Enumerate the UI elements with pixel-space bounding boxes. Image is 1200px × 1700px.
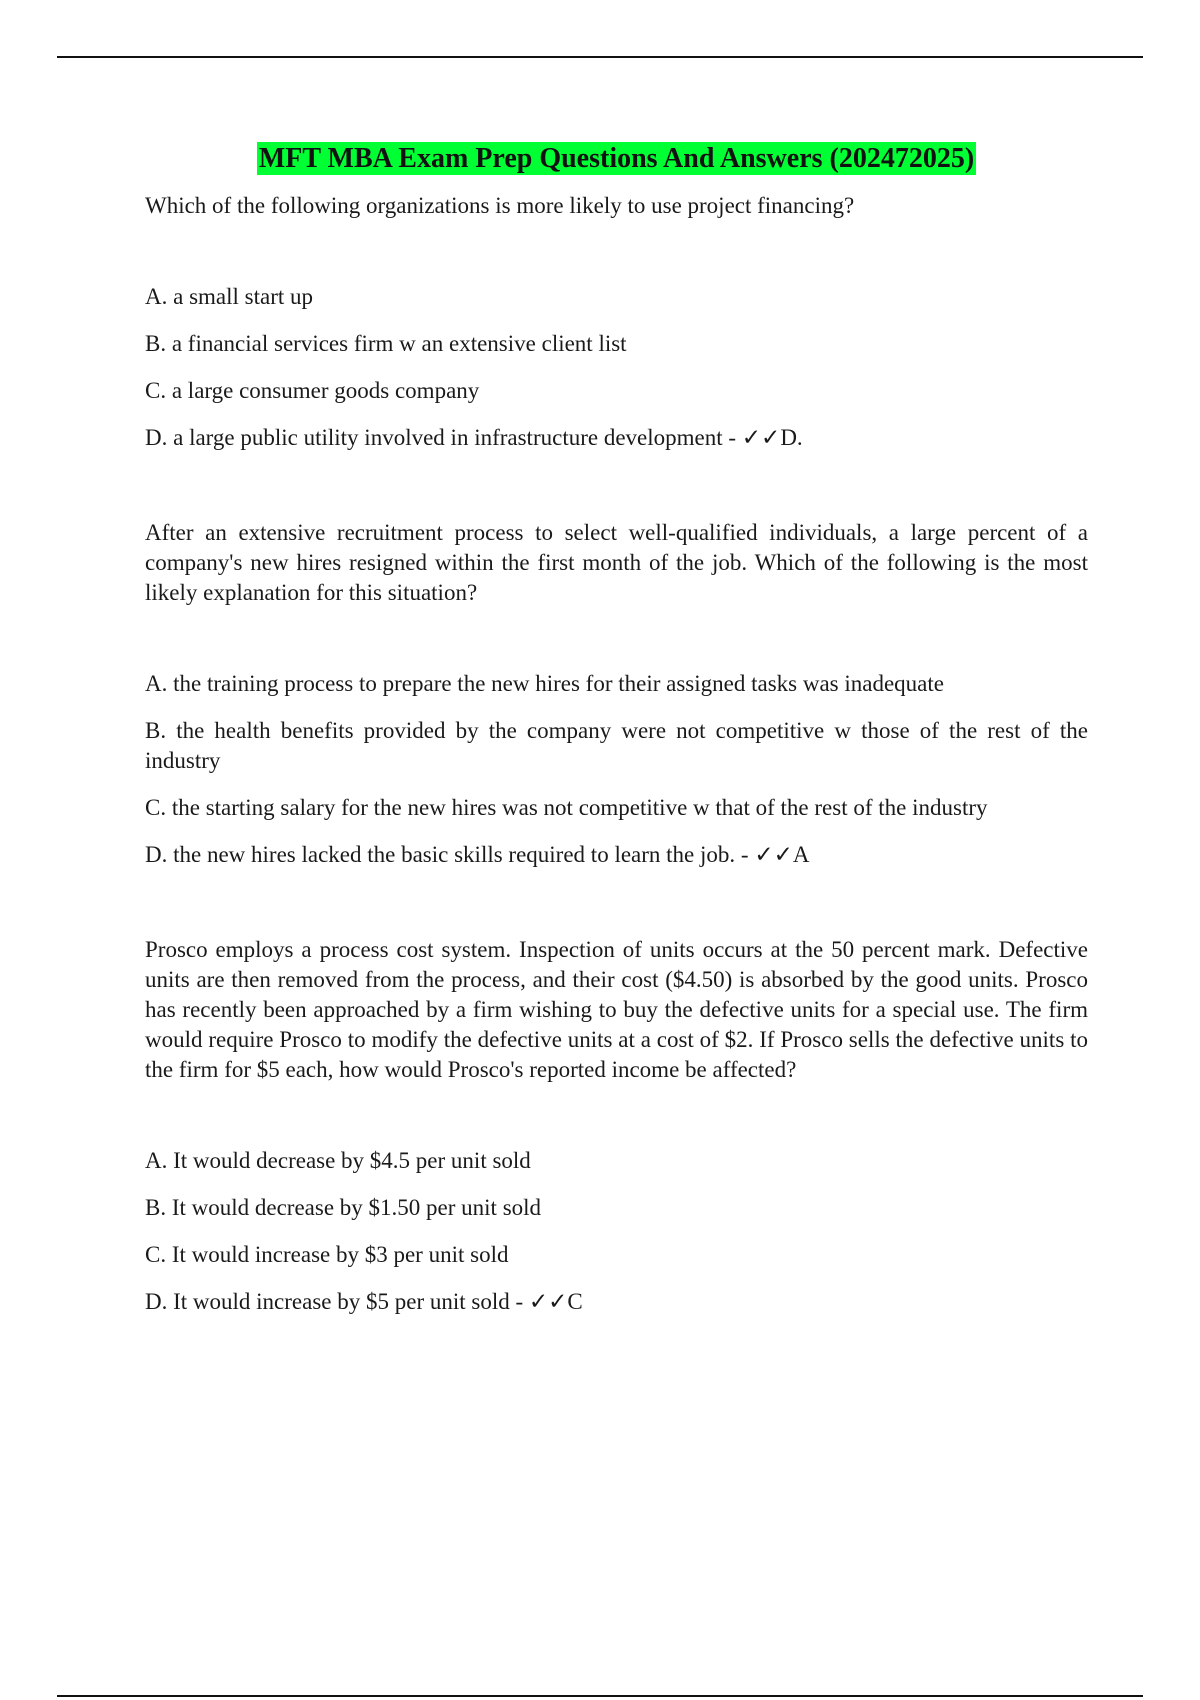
option-c: C. the starting salary for the new hires was not competitive w that of the rest of the industry <box>145 795 988 820</box>
options-list <box>145 282 1088 453</box>
option-d <box>145 1287 1088 1317</box>
title-wrap <box>145 142 1088 175</box>
options-list <box>145 669 1088 870</box>
page-title: MFT MBA Exam Prep Questions And Answers (202472025) <box>258 143 975 174</box>
question-block-2 <box>145 518 1088 870</box>
question-block-3 <box>145 935 1088 1317</box>
option-d-text: D. the new hires lacked the basic skills required to learn the job. <box>145 842 736 867</box>
option-b: B. a financial services firm w an extensive client list <box>145 331 627 356</box>
question-text: Prosco employs a process cost system. Inspection of units occurs at the 50 percent mark. Defective units are then removed from the process, and their cost ($4.50) is absorbed by the good units. Prosco has recently been approached by a firm wishing to buy the defective units for a special use. The firm would require Prosco to modify the defective units at a cost of $2. If Prosco sells the defective units to the firm for $5 each, how would Prosco's reported income be affected? <box>145 937 1088 1082</box>
question-block-1 <box>145 191 1088 453</box>
option-a: A. a small start up <box>145 284 313 309</box>
header-rule <box>57 56 1143 58</box>
document-body <box>145 142 1088 1317</box>
answer-key: - ✓✓A <box>735 842 810 867</box>
option-d-text: D. It would increase by $5 per unit sold <box>145 1289 510 1314</box>
option-b: B. the health benefits provided by the company were not competitive w those of the rest of the industry <box>145 718 1088 773</box>
options-list <box>145 1146 1088 1317</box>
question-text: Which of the following organizations is more likely to use project financing? <box>145 193 855 218</box>
footer-rule <box>57 1695 1143 1697</box>
option-d <box>145 423 1088 453</box>
option-d-text: D. a large public utility involved in infrastructure development <box>145 425 723 450</box>
option-a: A. It would decrease by $4.5 per unit sold <box>145 1148 531 1173</box>
answer-key: - ✓✓D. <box>722 425 803 450</box>
option-c: C. It would increase by $3 per unit sold <box>145 1242 509 1267</box>
option-b: B. It would decrease by $1.50 per unit sold <box>145 1195 542 1220</box>
question-text: After an extensive recruitment process to select well-qualified individuals, a large percent of a company's new hires resigned within the first month of the job. Which of the following is the most likely explanation for this situation? <box>145 520 1088 605</box>
answer-key: - ✓✓C <box>509 1289 583 1314</box>
option-a: A. the training process to prepare the new hires for their assigned tasks was inadequate <box>145 671 944 696</box>
option-d <box>145 840 1088 870</box>
option-c: C. a large consumer goods company <box>145 378 480 403</box>
